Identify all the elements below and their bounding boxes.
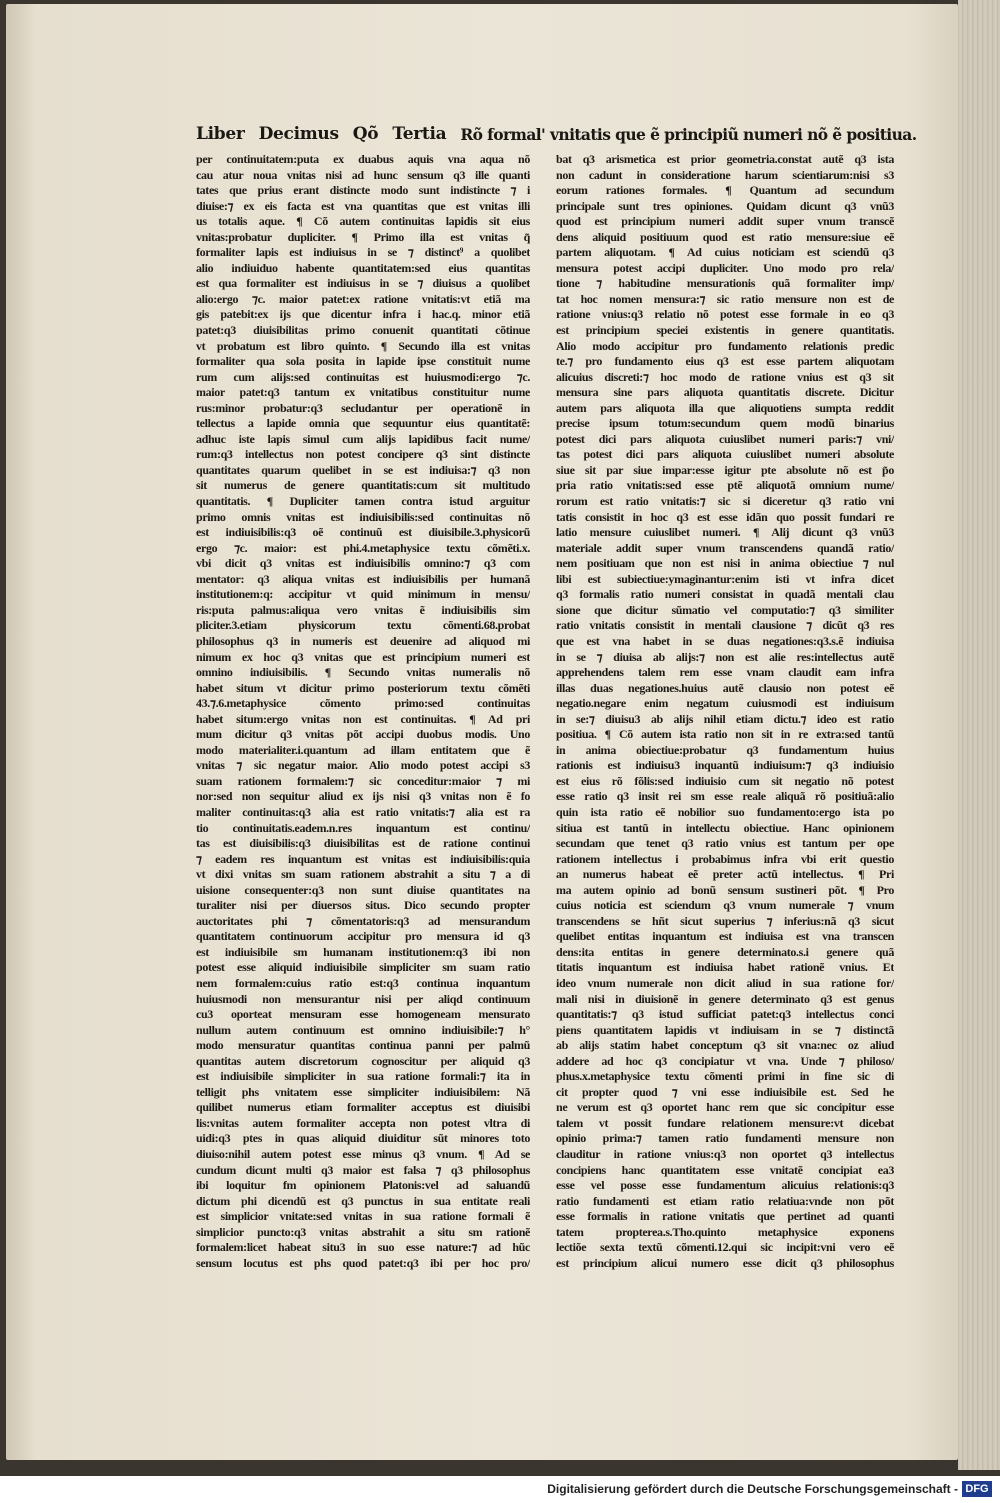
text-line: quantitas autem discretorum cognoscitur per aliquid q3: [196, 1053, 530, 1068]
text-line: sensum locutus est phs quod patet:q3 ibi per hoc pro/: [196, 1255, 530, 1270]
text-line: quantitatem continuorum accipitur pro mensura id q3: [196, 929, 530, 944]
text-line: esse vel posse esse fundamentum alicuius relationis:q3: [556, 1178, 894, 1193]
text-line: tas potest dici pars aliquota cuiuslibet numeri absolute: [556, 447, 894, 462]
header-book: Liber: [196, 124, 245, 144]
text-line: institutionem:q: accipitur vt quid minimum in mensu/: [196, 587, 530, 602]
text-line: secundam que tenet q3 ratio vnius est tantum per ope: [556, 836, 894, 851]
text-line: dens aliquid positiuum quod est ratio mensure:siue eẽ: [556, 229, 894, 244]
text-line: vnitas:probatur dupliciter. ¶ Primo illa est vnitas q̃: [196, 229, 530, 244]
text-line: opinio prima:⁊ tamen ratio fundamenti mensure non: [556, 1131, 894, 1146]
text-line: vt dixi vnitas sm suam rationem abstrahit a situ ⁊ a di: [196, 867, 530, 882]
text-line: nem positiuam que non est nisi in anima obiectiue ⁊ nul: [556, 556, 894, 571]
text-line: ratio vnitatis consistit in mentali clausione ⁊ dicũt q3 res: [556, 618, 894, 633]
text-line: uidi:q3 ptes in quas aliquid diuiditur sũt minores toto: [196, 1131, 530, 1146]
text-line: latio mensure cuiuslibet numeri. ¶ Alij dicunt q3 vnũ3: [556, 525, 894, 540]
text-line: primo omnis vnitas est indiuisibilis:sed continuitas nõ: [196, 509, 530, 524]
text-line: potest dici pars aliquota cuiuslibet numeri paris:⁊ vni/: [556, 431, 894, 446]
text-line: rationem intellectus i probabimus infra vbi erit questio: [556, 851, 894, 866]
text-line: tatis consistit in hoc q3 est esse idãn quo possit fundari re: [556, 509, 894, 524]
text-line: rum cum alijs:sed continuitas est huiusmodi:ergo ⁊c.: [196, 369, 530, 384]
text-line: dens:ita entitas in genere determinato.s.i genere quã: [556, 944, 894, 959]
text-line: tas est diuisibilis:q3 diuisibilitas est de ratione continui: [196, 836, 530, 851]
text-line: mali nisi in diuisionẽ in genere determinato q3 est genus: [556, 991, 894, 1006]
text-line: titatis inquantum est indiuisa habet rationẽ vnius. Et: [556, 960, 894, 975]
text-line: maior patet:q3 tantum ex vnitatibus constituitur nume: [196, 385, 530, 400]
text-line: illas duas negationes.huius autẽ clausio non potest eẽ: [556, 680, 894, 695]
text-line: habet situm:ergo vnitas non est continuitas. ¶ Ad pri: [196, 711, 530, 726]
text-line: siue sit par siue impar:esse igitur pte absolute nõ est p̃o: [556, 462, 894, 477]
text-line: simplicior puncto:q3 vnitas abstrahit a situ sm rationẽ: [196, 1224, 530, 1239]
text-line: te.⁊ pro fundamento eius q3 est esse partem aliquotam: [556, 354, 894, 369]
text-line: sitiua est tantũ in intellectu obiectiue. Hanc opinionem: [556, 820, 894, 835]
text-line: materiale addit super vnum transcendens quandã ratio/: [556, 540, 894, 555]
text-line: non cadunt in consideratione harum scientiarum:nisi s3: [556, 167, 894, 182]
text-line: ma autem opinio ad bonũ sensum sustineri põt. ¶ Pro: [556, 882, 894, 897]
text-line: concipiens hanc quantitatem esse vnitatẽ concipiat ea3: [556, 1162, 894, 1177]
text-line: nem formalem:cuius ratio est:q3 continua inquantum: [196, 975, 530, 990]
text-line: mensura sine pars aliquota quantitatis discrete. Dicitur: [556, 385, 894, 400]
text-line: clauditur in ratione vnius:q3 non oportet q3 intellectus: [556, 1147, 894, 1161]
funding-credit: Digitalisierung gefördert durch die Deutsche Forschungsgemeinschaft -: [547, 1482, 958, 1496]
text-line: vt probatum est libro quinto. ¶ Secundo illa est vnitas: [196, 338, 530, 353]
text-line: formaliter lapis est indiuisus in se ⁊ distinct⁹ a quolibet: [196, 245, 530, 260]
text-line: sione que dicitur sũmatio vel computatio:⁊ q3 similiter: [556, 602, 894, 617]
text-line: tat hoc nomen mensura:⁊ sic ratio mensure non est de: [556, 291, 894, 306]
text-line: ab alijs statim habet conceptum q3 sit vna:nec oz aliud: [556, 1038, 894, 1053]
text-line: est eius rõ fõlis:sed indiuisio cum sit negatio nõ potest: [556, 773, 894, 788]
text-line: mum dicitur q3 vnitas põt accipi duobus modis. Uno: [196, 727, 530, 742]
text-line: precise ipsum totum:secundum quem modũ binarius: [556, 416, 894, 431]
text-line: est qua formaliter est indiuisus in se ⁊ diuisus a quolibet: [196, 276, 530, 291]
text-line: telligit phs vnitatem esse simpliciter indiuisibilem: Nã: [196, 1084, 530, 1099]
text-line: pliciter.3.etiam physicorum textu cõmenti.68.probat: [196, 618, 530, 633]
dfg-logo: DFG: [962, 1481, 992, 1497]
text-line: rorum est ratio vnitatis:⁊ sic si diceretur q3 ratio vni: [556, 494, 894, 509]
text-line: maliter continuitas:q3 alia est ratio vnitatis:⁊ alia est ra: [196, 804, 530, 819]
text-line: rationis est indiuisu3 inquantũ indiuisum:⁊ q3 indiuisio: [556, 758, 894, 773]
text-line: huiusmodi non mensurantur nisi per aliqd continuum: [196, 991, 530, 1006]
text-line: quantitatis. ¶ Dupliciter tamen contra istud arguitur: [196, 494, 530, 509]
text-line: suam rationem formalem:⁊ sic conceditur:maior ⁊ mi: [196, 773, 530, 788]
text-line: est principium speciei existentis in genere quantitatis.: [556, 323, 894, 338]
text-line: tates que prius erant distincte modo sunt indistincte ⁊ i: [196, 183, 530, 198]
text-line: ibi loquitur fm opinionem Platonis:vel ad saluandũ: [196, 1178, 530, 1193]
text-line: est indiuisibilis:q3 oẽ continuũ est diuisibile.3.physicorũ: [196, 525, 530, 540]
text-line: sit numerus de genere quantitatis:cum sit multitudo: [196, 478, 530, 493]
text-line: cu3 oporteat mensuram esse homogeneam mensurato: [196, 1007, 530, 1022]
text-line: tellectus a lapide omnia que sequuntur eius quantitatẽ:: [196, 416, 530, 431]
text-line: mensura potest accipi dupliciter. Uno modo pro rela/: [556, 260, 894, 275]
text-line: philosophus q3 in numeris est deuenire ad aliquod mi: [196, 633, 530, 648]
text-line: nor:sed non sequitur aliud ex ijs nisi q3 vnitas non ẽ fo: [196, 789, 530, 804]
text-line: alio indiuiduo habente quantitatem:sed eius quantitas: [196, 260, 530, 275]
footer-bar: [0, 1476, 1000, 1503]
text-line: an numerus habeat eẽ preter actũ intellectus. ¶ Pri: [556, 867, 894, 882]
text-line: patet:q3 diuisibilitas primo conuenit quantitati cõtinue: [196, 323, 530, 338]
header-number: Decimus: [258, 124, 339, 144]
header-ordinal: Tertia: [392, 124, 447, 144]
text-line: quod est principium numeri addit super vnum transcẽ: [556, 214, 894, 229]
text-line: in se ⁊ diuisa ab alijs:⁊ non est alie res:intellectus autẽ: [556, 649, 894, 664]
text-line: est simplicior vnitate:sed vnitas in sua ratione formali ẽ: [196, 1209, 530, 1224]
text-line: esse formalis in ratione vnitatis que pertinet ad quanti: [556, 1209, 894, 1224]
text-line: omnino indiuisibilis. ¶ Secundo vnitas numeralis nõ: [196, 665, 530, 680]
text-line: ideo vnum numerale non dicit aliud in sua ratione for/: [556, 975, 894, 990]
text-line: quantitatis:⁊ q3 istud sufficiat patet:q3 intellectus conci: [556, 1007, 894, 1022]
text-line: lectiõe sexta textũ cõmenti.12.qui sic incipit:vni vero eẽ: [556, 1240, 894, 1255]
text-line: cit propter quod ⁊ vni esse indiuisibile est. Sed he: [556, 1084, 894, 1099]
text-line: principale sunt tres opiniones. Quidam dicunt q3 vnũ3: [556, 198, 894, 213]
text-line: quin ista ratio eẽ nobilior suo fundamento:ergo ista po: [556, 804, 894, 819]
text-line: rum:q3 intellectus non potest concipere q3 sint distincte: [196, 447, 530, 462]
text-line: pria ratio vnitatis:sed esse ptẽ aliquotã omnium nume/: [556, 478, 894, 493]
text-line: transcendens se hñt sicut superius ⁊ inferius:nã q3 sicut: [556, 913, 894, 928]
text-line: alicuius discreti:⁊ hoc modo de ratione vnius est q3 sit: [556, 369, 894, 384]
text-line: est principium alicui numero esse dicit q3 philosophus: [556, 1255, 894, 1270]
text-line: que est vna habet in se duas negationes:q3.s.ẽ indiuisa: [556, 633, 894, 648]
text-line: partem aliquotam. ¶ Ad cuius noticiam est sciendũ q3: [556, 245, 894, 260]
text-line: ne verum est q3 oportet hanc rem que sic concipitur esse: [556, 1100, 894, 1115]
text-line: eorum rationes formales. ¶ Quantum ad secundum: [556, 183, 894, 198]
text-line: adhuc iste lapis simul cum alijs lapidibus facit nume/: [196, 431, 530, 446]
text-line: formaliter qua sola posita in lapide ipse constituit nume: [196, 354, 530, 369]
text-line: Alio modo accipitur pro fundamento relationis predic: [556, 338, 894, 353]
text-line: ratione vnius:q3 relatio nõ potest esse formale in eo q3: [556, 307, 894, 322]
text-line: ris:puta palmus:aliqua vero vnitas ẽ indiuisibilis sim: [196, 602, 530, 617]
text-line: autem pars aliquota illa que aliquotiens sumpta reddit: [556, 400, 894, 415]
header-question: Qõ: [352, 124, 379, 144]
text-line: ratio fundamenti est etiam ratio relatiua:vnde non põt: [556, 1193, 894, 1208]
text-line: q3 formalis ratio numeri consistat in quadã mentali clau: [556, 587, 894, 602]
text-line: tio continuitatis.eadem.n.res inquantum est continu/: [196, 820, 530, 835]
text-line: turaliter nisi per diuersos situs. Dico secundo propter: [196, 898, 530, 913]
text-line: in anima obiectiue:probatur q3 fundamentum huius: [556, 742, 894, 757]
text-line: cuius noticia est sciendum q3 vnum numerale ⁊ vnum: [556, 898, 894, 913]
text-line: negatio.negare enim negatum cuiusmodi est indiuisum: [556, 696, 894, 711]
text-line: addere ad hoc q3 concipiatur vt vna. Unde ⁊ philoso/: [556, 1053, 894, 1068]
text-line: uisione consequenter:q3 non sunt diuise quantitates na: [196, 882, 530, 897]
text-line: nullum autem continuum est omnino indiuisibile:⁊ h°: [196, 1022, 530, 1037]
text-line: quantitates quarum quelibet in se est indiuisa:⁊ q3 non: [196, 462, 530, 477]
text-line: diuiso:nihil autem potest esse minus q3 vnum. ¶ Ad se: [196, 1147, 530, 1161]
text-line: est indiuisibile sm humanam institutionem:q3 ibi non: [196, 944, 530, 959]
text-line: libi est subiectiue:ymaginantur:enim isti vt infra dicet: [556, 571, 894, 586]
text-line: diuise:⁊ ex eis facta est vna quantitas que est vnitas illi: [196, 198, 530, 213]
text-line: positiua. ¶ Cõ autem ista ratio non sit in re extra:sed tantũ: [556, 727, 894, 742]
text-line: auctoritates phi ⁊ cõmentatoris:q3 ad mensurandum: [196, 913, 530, 928]
text-line: piens quantitatem lapidis vt indiuisam in se ⁊ distinctã: [556, 1022, 894, 1037]
text-line: cundum dicunt multi q3 maior est falsa ⁊ q3 philosophus: [196, 1162, 530, 1177]
text-line: in se:⁊ diuisu3 ab alijs nihil etiam dictu.⁊ ideo est ratio: [556, 711, 894, 726]
text-line: est indiuisibile simpliciter in sua ratione formali:⁊ ita in: [196, 1069, 530, 1084]
text-line: ⁊ eadem res inquantum est vnitas est indiuisibilis:quia: [196, 851, 530, 866]
text-line: tatem propterea.s.Tho.quinto metaphysice exponens: [556, 1224, 894, 1239]
text-line: dictum phi dicendũ est q3 punctus in sua entitate reali: [196, 1193, 530, 1208]
text-line: tione ⁊ habitudine mensurationis quã formaliter imp/: [556, 276, 894, 291]
text-line: rus:minor probatur:q3 secludantur per operationẽ in: [196, 400, 530, 415]
left-text-column: [196, 152, 530, 1271]
text-line: quelibet entitas inquantum est indiuisa est vna transcen: [556, 929, 894, 944]
text-line: modo materialiter.i.quantum ad illam entitatem que ẽ: [196, 742, 530, 757]
text-line: nimum ex hoc q3 vnitas que est principium numeri est: [196, 649, 530, 664]
text-line: per continuitatem:puta ex duabus aquis vna aqua nõ: [196, 152, 530, 166]
header-running-title: Rõ formal' vnitatis que ẽ principiũ numeri nõ ẽ positiua.: [460, 124, 917, 144]
text-line: vnitas ⁊ sic negatur maior. Alio modo potest accipi s3: [196, 758, 530, 773]
text-line: modo mensuratur quantitas continua panni per palmũ: [196, 1038, 530, 1053]
text-line: alio:ergo ⁊c. maior patet:ex ratione vnitatis:vt etiã ma: [196, 291, 530, 306]
text-line: ergo ⁊c. maior: est phi.4.metaphysice textu cõmẽti.x.: [196, 540, 530, 555]
text-line: gis patebit:ex ijs que dicentur infra i hac.q. minor etiã: [196, 307, 530, 322]
text-line: vbi dicit q3 vnitas est indiuisibilis omnino:⁊ q3 com: [196, 556, 530, 571]
text-line: formalem:licet habeat situ3 in suo esse nature:⁊ ad hũc: [196, 1240, 530, 1255]
text-line: us totalis aque. ¶ Cõ autem continuitas lapidis sit eius: [196, 214, 530, 229]
text-line: habet situm vt dicitur primo posteriorum textu cõmẽti: [196, 680, 530, 695]
text-line: apprehendens talem rem esse vnam claudit eam infra: [556, 665, 894, 680]
text-line: esse ratio q3 insit rei sm esse reale aliquã rõ positiuã:alio: [556, 789, 894, 804]
text-line: quilibet numerus etiam formaliter acceptus est diuisibi: [196, 1100, 530, 1115]
page-edges: [958, 0, 1000, 1470]
text-line: cau atur noua vnitas nisi ad hunc sensum q3 ille quanti: [196, 167, 530, 182]
text-line: potest esse aliquid indiuisibile simpliciter sm suam ratio: [196, 960, 530, 975]
text-line: phus.x.metaphysice textu cõmenti primi in fine sic di: [556, 1069, 894, 1084]
text-line: bat q3 arismetica est prior geometria.constat autẽ q3 ista: [556, 152, 894, 166]
text-line: 43.⁊.6.metaphysice cõmento primo:sed continuitas: [196, 696, 530, 711]
text-line: mentator: q3 aliqua vnitas est indiuisibilis per humanã: [196, 571, 530, 586]
right-text-column: [556, 152, 894, 1271]
text-line: lis:vnitas autem formaliter accepta non potest vltra di: [196, 1115, 530, 1130]
running-header: [196, 118, 917, 150]
text-line: talem vt possit fundare relationem mensure:vt dicebat: [556, 1115, 894, 1130]
